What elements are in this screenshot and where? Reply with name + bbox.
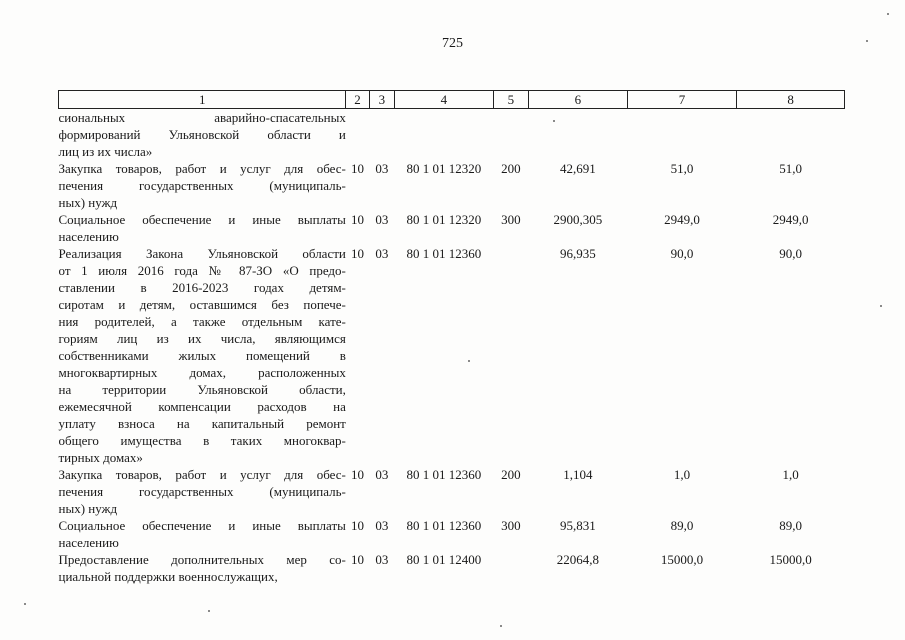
amount-col6-cell: 2900,305 — [553, 212, 603, 227]
scan-speck — [880, 305, 882, 307]
description-line: Закупка товаров, работ и услуг для обес- — [58, 467, 346, 482]
description-line: сиротам и детям, оставшимся без попече- — [58, 297, 346, 312]
subsection-cell: 03 — [375, 161, 389, 176]
expense-type-cell — [493, 245, 529, 466]
description-line: от 1 июля 2016 года № 87-ЗО «О предо- — [58, 263, 346, 278]
section-cell: 10 — [351, 518, 365, 533]
target-article-cell: 80 1 01 12360 — [406, 518, 482, 533]
description-line: населению — [58, 535, 119, 550]
table-row — [59, 245, 845, 466]
subsection-cell: 03 — [375, 246, 389, 261]
description-line: лиц из их числа» — [58, 144, 153, 159]
table-row — [59, 466, 845, 517]
subsection-cell: 03 — [375, 212, 389, 227]
table-row — [59, 517, 845, 551]
amount-col6-cell: 95,831 — [560, 518, 596, 533]
scan-speck — [24, 603, 26, 605]
section-cell: 10 — [351, 467, 365, 482]
amount-col7-cell: 15000,0 — [660, 552, 704, 567]
description-line: ния родителей, а также отдельным кате- — [58, 314, 346, 329]
expense-type-cell — [493, 109, 529, 161]
section-cell: 10 — [351, 212, 365, 227]
column-header: 7 — [627, 91, 737, 109]
description-line: Закупка товаров, работ и услуг для обес- — [58, 161, 346, 176]
amount-col8-cell: 2949,0 — [772, 212, 809, 227]
subsection-cell: 03 — [375, 467, 389, 482]
column-header: 2 — [346, 91, 369, 109]
description-cell — [59, 466, 346, 517]
section-cell: 10 — [351, 552, 365, 567]
description-cell — [59, 551, 346, 585]
description-line: на территории Ульяновской области, — [58, 382, 346, 397]
table-body — [59, 109, 845, 586]
description-line: гориям лиц из их числа, являющимся — [58, 331, 346, 346]
expense-type-cell: 200 — [501, 161, 521, 176]
description-line: уплату взноса на капитальный ремонт — [58, 416, 346, 431]
amount-col7-cell: 51,0 — [670, 161, 694, 176]
amount-col7-cell — [627, 109, 737, 161]
column-header: 1 — [59, 91, 346, 109]
description-cell — [59, 160, 346, 211]
scan-speck — [866, 40, 868, 42]
header-row — [59, 91, 845, 109]
section-cell: 10 — [351, 161, 365, 176]
scan-speck — [468, 360, 470, 362]
page-number: 725 — [442, 36, 463, 51]
target-article-cell: 80 1 01 12320 — [406, 212, 482, 227]
description-cell — [59, 109, 346, 161]
table-row — [59, 160, 845, 211]
description-line: ных) нужд — [58, 195, 118, 210]
target-article-cell — [395, 109, 494, 161]
column-header: 4 — [395, 91, 494, 109]
target-article-cell: 80 1 01 12400 — [406, 552, 482, 567]
description-line: ных) нужд — [58, 501, 118, 516]
section-cell: 10 — [351, 246, 365, 261]
expense-type-cell: 300 — [501, 518, 521, 533]
subsection-cell: 03 — [375, 552, 389, 567]
amount-col8-cell: 90,0 — [779, 246, 803, 261]
table-row — [59, 211, 845, 245]
scan-speck — [500, 625, 502, 627]
column-header: 5 — [493, 91, 529, 109]
description-line: Социальное обеспечение и иные выплаты — [58, 518, 346, 533]
scan-speck — [887, 13, 889, 15]
amount-col7-cell: 89,0 — [670, 518, 694, 533]
description-line: сиональных аварийно-спасательных — [58, 110, 346, 125]
description-line: многоквартирных домах, расположенных — [58, 365, 346, 380]
description-line: ежемесячной компенсации расходов на — [58, 399, 346, 414]
column-header: 6 — [529, 91, 628, 109]
description-line: ставлении в 2016-2023 годах детям- — [58, 280, 346, 295]
description-cell — [59, 245, 346, 466]
table-row — [59, 551, 845, 585]
column-header: 3 — [369, 91, 394, 109]
amount-col6-cell: 42,691 — [560, 161, 596, 176]
description-line: формирований Ульяновской области и — [58, 127, 346, 142]
subsection-cell — [369, 109, 394, 161]
target-article-cell: 80 1 01 12360 — [406, 246, 482, 261]
description-line: циальной поддержки военнослужащих, — [58, 569, 278, 584]
description-line: общего имущества в таких многоквар- — [58, 433, 346, 448]
budget-table — [58, 90, 845, 585]
expense-type-cell: 300 — [501, 212, 521, 227]
amount-col6-cell: 96,935 — [560, 246, 596, 261]
description-line: печения государственных (муниципаль- — [58, 178, 346, 193]
section-cell — [346, 109, 369, 161]
description-line: Социальное обеспечение и иные выплаты — [58, 212, 346, 227]
amount-col7-cell: 90,0 — [670, 246, 694, 261]
target-article-cell: 80 1 01 12360 — [406, 467, 482, 482]
subsection-cell: 03 — [375, 518, 389, 533]
description-line: печения государственных (муниципаль- — [58, 484, 346, 499]
scan-speck — [553, 120, 555, 122]
amount-col8-cell: 1,0 — [782, 467, 799, 482]
description-line: Реализация Закона Ульяновской области — [58, 246, 346, 261]
column-header: 8 — [737, 91, 845, 109]
amount-col7-cell: 2949,0 — [664, 212, 700, 227]
table-row — [59, 109, 845, 161]
amount-col8-cell: 15000,0 — [769, 552, 812, 567]
description-line: тирных домах» — [58, 450, 143, 465]
description-cell — [59, 517, 346, 551]
expense-type-cell — [493, 551, 529, 585]
amount-col6-cell: 1,104 — [563, 467, 593, 482]
amount-col8-cell — [737, 109, 845, 161]
scan-speck — [208, 610, 210, 612]
description-line: собственниками жилых помещений в — [58, 348, 346, 363]
description-line: Предоставление дополнительных мер со- — [58, 552, 346, 567]
amount-col6-cell — [529, 109, 628, 161]
amount-col7-cell: 1,0 — [673, 467, 691, 482]
expense-type-cell: 200 — [501, 467, 521, 482]
description-line: населению — [58, 229, 119, 244]
amount-col6-cell: 22064,8 — [556, 552, 599, 567]
description-cell — [59, 211, 346, 245]
amount-col8-cell: 51,0 — [779, 161, 803, 176]
target-article-cell: 80 1 01 12320 — [406, 161, 482, 176]
amount-col8-cell: 89,0 — [779, 518, 803, 533]
